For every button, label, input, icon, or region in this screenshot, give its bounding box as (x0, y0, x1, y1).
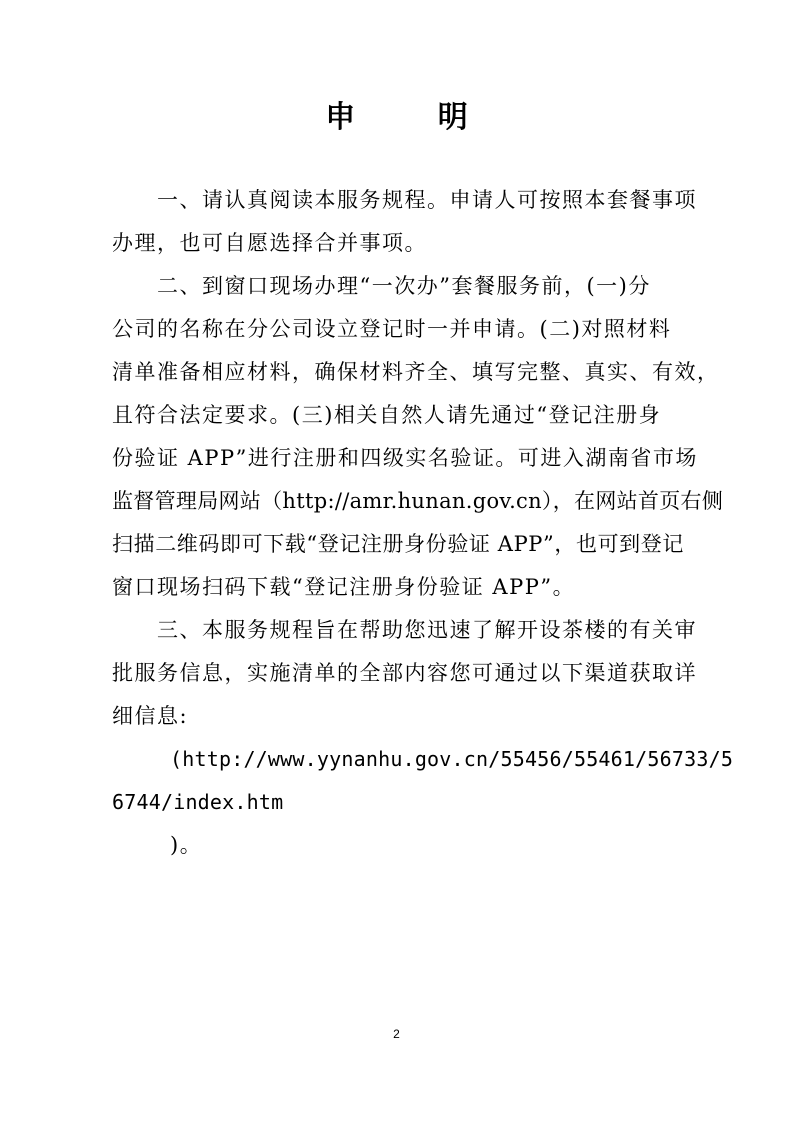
paragraph-3-line-3: 细信息: (112, 704, 189, 728)
url-line-3: )。 (170, 833, 203, 857)
page-number: 2 (393, 1027, 400, 1041)
paragraph-2-line-7: 扫描二维码即可下载“登记注册身份验证 APP”，也可到登记 (112, 532, 684, 556)
paragraph-2-line-2: 公司的名称在分公司设立登记时一并申请。(二)对照材料 (112, 317, 672, 341)
paragraph-3-line-2: 批服务信息，实施清单的全部内容您可通过以下渠道获取详 (112, 661, 697, 685)
paragraph-2-line-1: 二、到窗口现场办理“一次办”套餐服务前，(一)分 (157, 274, 651, 298)
paragraph-3-line-1: 三、本服务规程旨在帮助您迅速了解开设茶楼的有关审 (157, 618, 697, 642)
paragraph-2-line-8: 窗口现场扫码下载“登记注册身份验证 APP”。 (112, 575, 576, 599)
paragraph-1-line-1: 一、请认真阅读本服务规程。申请人可按照本套餐事项 (157, 188, 697, 212)
url-line-1: (http://www.yynanhu.gov.cn/55456/55461/56733/5 (170, 747, 734, 771)
paragraph-2-line-3: 清单准备相应材料，确保材料齐全、填写完整、真实、有效， (112, 360, 720, 384)
page-title: 申 明 (325, 100, 504, 135)
paragraph-2-line-6: 监督管理局网站（http://amr.hunan.gov.cn），在网站首页右侧 (112, 489, 724, 513)
paragraph-2-line-4: 且符合法定要求。(三)相关自然人请先通过“登记注册身 (112, 403, 662, 427)
paragraph-2-line-5: 份验证 APP”进行注册和四级实名验证。可进入湖南省市场 (112, 446, 698, 470)
paragraph-1-line-2: 办理，也可自愿选择合并事项。 (112, 231, 427, 255)
url-line-2: 6744/index.htm (112, 790, 284, 814)
